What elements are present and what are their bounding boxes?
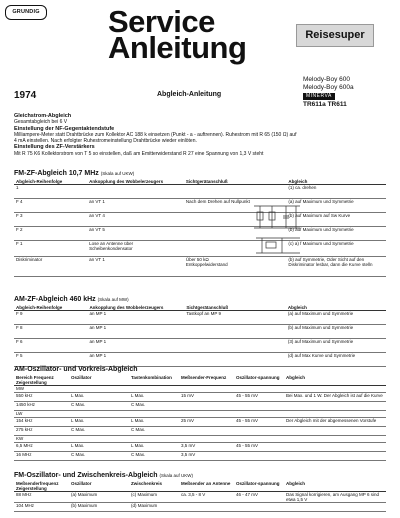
- table-row: [14, 402, 386, 411]
- table-header: Oszillator: [69, 375, 129, 386]
- table-cell: 3,5 mV: [179, 443, 234, 452]
- table-cell: (a) auf Maximum und Symmetrie: [286, 199, 386, 213]
- table-header: Abgleich: [284, 375, 386, 386]
- intro-para-2b: 4 mA einstellen. Nach erfolgter Ruhestromeinstellung Drahtbrücke wieder einlöten.: [14, 138, 197, 145]
- am-zf-table: [14, 305, 386, 367]
- table-header: Abgleich-Reihenfolge: [14, 179, 87, 185]
- table-cell: 15 mV: [179, 393, 234, 402]
- table-row: [14, 427, 386, 436]
- table-cell: Nach dem Drehen auf Nullpunkt: [184, 199, 254, 213]
- table-cell: (c) a) f Maximum und Symmetrie: [286, 241, 386, 257]
- table-cell: C Max.: [129, 452, 179, 461]
- fm-osc-table: [14, 481, 386, 512]
- table-cell: [165, 185, 184, 199]
- table-cell: 6,5 MHz: [14, 443, 69, 452]
- model-list: [303, 76, 354, 109]
- table-cell: [254, 185, 287, 199]
- intro-para-1: Gesamtabgleich bei 6 V: [14, 119, 68, 126]
- table-cell: 550 kHz: [14, 393, 69, 402]
- table-cell: [184, 227, 254, 241]
- table-cell: 275 kHz: [14, 427, 69, 436]
- table-row: [14, 227, 386, 241]
- table-header: Ankopplung des Wobbelerzeugers: [89, 305, 164, 310]
- table-row: [14, 325, 386, 339]
- model-1: Melody-Boy 600: [303, 76, 350, 83]
- fm-osc-title: [14, 472, 193, 479]
- fm-zf-title: [14, 170, 134, 177]
- table-cell: [184, 339, 252, 353]
- table-header: Meßsenderfrequenz Zeigerstellung: [14, 481, 69, 492]
- table-cell: Über 50 kΩ Entkoppelwiderstand: [184, 257, 254, 277]
- fm-zf-title-text: FM-ZF-Abgleich 10,7 MHz: [14, 170, 99, 177]
- am-zf-note: (Skala auf MW): [97, 297, 129, 302]
- table-cell: [165, 339, 184, 353]
- model-2: Melody-Boy 600a: [303, 84, 354, 91]
- table-cell: [253, 325, 286, 339]
- table-cell: Tastkopf an MP 9: [184, 311, 252, 325]
- table-cell: (3) auf Maximum und Symmetrie: [286, 339, 386, 353]
- table-row: [14, 241, 386, 257]
- model-3: TR611a TR611: [303, 101, 347, 108]
- table-cell: (a) Maximum: [69, 492, 129, 503]
- table-cell: [165, 241, 184, 257]
- category-tag: Reisesuper: [296, 24, 374, 47]
- intro-heading-3: Einstellung des ZF-Verstärkers: [14, 144, 95, 151]
- table-header: Zwischenkreis: [129, 481, 179, 492]
- fm-zf-note: (Skala auf UKW): [100, 171, 135, 176]
- table-cell: (d) auf Max Kurve und Symmetrie: [286, 353, 386, 367]
- am-osc-table: [14, 375, 386, 461]
- fm-osc-note: (Skala auf UKW): [159, 473, 193, 478]
- table-cell: an VT 1: [87, 199, 165, 213]
- table-row: [14, 311, 386, 325]
- fm-zf-note-right: (b) auf Symmetrie, Oder Sicht auf den Diskriminator lesbar, dann die Kurve stelln: [288, 257, 373, 267]
- table-row: [14, 452, 386, 461]
- fm-zf-table: [14, 179, 386, 277]
- grundig-logo: GRUNDIG: [5, 5, 47, 20]
- table-cell: Bei Max. und 1 W. Der Abgleich ist auf die Kurve: [284, 393, 386, 402]
- table-cell: an MP 1: [87, 339, 165, 353]
- table-cell: Diskriminator: [14, 257, 87, 277]
- intro-text: [14, 113, 384, 157]
- table-cell: [184, 185, 254, 199]
- table-cell: an MP 1: [87, 353, 165, 367]
- table-cell: (b) auf Maximum auf Sw Kurve: [286, 213, 386, 227]
- table-cell: [253, 353, 286, 367]
- table-row: [14, 443, 386, 452]
- table-cell: [184, 241, 254, 257]
- table-cell: an MP 1: [87, 311, 165, 325]
- table-cell: LW: [14, 411, 69, 418]
- table-cell: F 4: [14, 199, 87, 213]
- table-row: [14, 386, 386, 393]
- table-cell: F 9: [14, 311, 87, 325]
- table-cell: L Max.: [129, 393, 179, 402]
- table-cell: 25 mV: [179, 418, 234, 427]
- table-cell: 45 - 55 mV: [234, 418, 284, 427]
- intro-para-3: Mit R 75 K6 Kollektorstrom von T 5 so einstellen, daß am Emitterwiderstand R 27 eine Spannung von 1,3 V steht: [14, 150, 264, 157]
- table-header: Abgleich: [284, 481, 386, 492]
- table-row: [14, 213, 386, 227]
- table-cell: an VT 4: [87, 213, 165, 227]
- table-cell: F 1: [14, 241, 87, 257]
- table-cell: [165, 311, 184, 325]
- circuit-diagram-icon: [252, 198, 304, 258]
- table-cell: [184, 213, 254, 227]
- table-cell: [253, 339, 286, 353]
- table-cell: (b) Maximum: [69, 503, 129, 512]
- table-header: Meßsender-Frequenz: [179, 375, 234, 386]
- title-line-2: Anleitung: [108, 30, 247, 65]
- intro-para-2a: Milliampere-Meter statt Drahtbrücke zum Kollektor AC 188 k einsetzen (Punkt - a - auftrennen). Ruhestrom mit R 65 (150 Ω) auf: [14, 131, 297, 138]
- table-header: Abgleich: [286, 179, 386, 185]
- table-row: [14, 411, 386, 418]
- table-cell: (b) auf Maximum und Symmetrie: [286, 227, 386, 241]
- table-row: [14, 503, 386, 512]
- am-zf-title-text: AM-ZF-Abgleich 460 kHz: [14, 296, 96, 303]
- table-header: Tastenkombination: [129, 375, 179, 386]
- table-cell: [165, 199, 184, 213]
- table-cell: [184, 325, 252, 339]
- table-cell: L Max.: [129, 418, 179, 427]
- table-header: Oszillator: [69, 481, 129, 492]
- table-cell: [286, 257, 386, 277]
- fm-osc-title-text: FM-Oszillator- und Zwischenkreis-Abgleich: [14, 472, 158, 479]
- table-cell: (c) Maximum: [129, 492, 179, 503]
- table-header-row: [14, 481, 386, 492]
- table-cell: F 3: [14, 213, 87, 227]
- table-cell: F 2: [14, 227, 87, 241]
- table-cell: 88 MHz: [14, 492, 69, 503]
- table-cell: 104 MHz: [14, 503, 69, 512]
- table-cell: [253, 311, 286, 325]
- table-cell: [165, 213, 184, 227]
- table-cell: an VT 5: [87, 227, 165, 241]
- table-row: [14, 436, 386, 443]
- table-header: Oszillator-spannung: [234, 375, 284, 386]
- table-cell: L Max.: [69, 443, 129, 452]
- table-cell: L Max.: [69, 393, 129, 402]
- table-cell: (b) auf Maximum und Symmetrie: [286, 325, 386, 339]
- table-row: [14, 418, 386, 427]
- table-header: Abgleich-Reihenfolge: [14, 305, 87, 311]
- table-cell: 1: [14, 185, 87, 199]
- table-cell: ca. 3,5 - 8 V: [179, 492, 234, 503]
- table-cell: C Max.: [129, 402, 179, 411]
- table-row: [14, 393, 386, 402]
- table-header: Ankopplung des Wobbelerzeugers: [89, 179, 164, 184]
- table-row: [14, 199, 386, 213]
- table-row: [14, 257, 386, 277]
- minerva-badge: MINERVA: [303, 93, 335, 100]
- table-cell: C Max.: [129, 427, 179, 436]
- table-row: [14, 185, 386, 199]
- table-cell: [165, 325, 184, 339]
- table-header: Sichtgerätanschluß: [184, 305, 252, 311]
- table-header: Bereich Frequenz Zeigerstellung: [14, 375, 69, 386]
- table-cell: Der Abgleich mit der abgemessenen Vorstufe: [284, 418, 386, 427]
- table-cell: (1) ca. drehen: [286, 185, 386, 199]
- table-cell: [165, 257, 184, 277]
- table-cell: [87, 185, 165, 199]
- table-cell: 16 MHz: [14, 452, 69, 461]
- table-cell: C Max.: [69, 427, 129, 436]
- table-header: Meßsender an Antenne: [179, 481, 234, 492]
- table-cell: 3,5 mV: [179, 452, 234, 461]
- year: 1974: [14, 90, 37, 101]
- table-cell: Das Signal korrigieren, am Ausgang MP 6 sind etwa 1,5 V: [284, 492, 386, 503]
- table-row: [14, 339, 386, 353]
- table-cell: 46 - 47 mV: [234, 492, 284, 503]
- table-header: Sichtgerätanschluß: [184, 179, 254, 185]
- am-osc-title: AM-Oszillator- und Vorkreis-Abgleich: [14, 366, 138, 373]
- table-cell: L Max.: [69, 418, 129, 427]
- table-cell: [254, 257, 287, 277]
- table-header-row: [14, 375, 386, 386]
- table-cell: F 8: [14, 325, 87, 339]
- table-cell: 45 - 55 mV: [234, 443, 284, 452]
- am-zf-title: [14, 296, 129, 303]
- table-cell: [165, 353, 184, 367]
- table-cell: (d) Maximum: [129, 503, 179, 512]
- table-cell: KW: [14, 436, 69, 443]
- table-row: [14, 492, 386, 503]
- table-cell: [165, 227, 184, 241]
- table-cell: L Max.: [129, 443, 179, 452]
- table-cell: an VT 1: [87, 257, 165, 277]
- subtitle: Abgleich-Anleitung: [157, 91, 222, 98]
- table-cell: 154 kHz: [14, 418, 69, 427]
- table-cell: [184, 353, 252, 367]
- intro-heading-2: Einstellung der NF-Gegentaktendstufe: [14, 125, 115, 132]
- intro-heading-1: Gleichstrom-Abgleich: [14, 113, 72, 119]
- table-cell: an MP 1: [87, 325, 165, 339]
- table-header: Oszillator-spannung: [234, 481, 284, 492]
- table-header: Abgleich: [286, 305, 386, 311]
- table-cell: 45 - 55 mV: [234, 393, 284, 402]
- title-line-1: Service: [108, 4, 215, 39]
- table-cell: F 5: [14, 353, 87, 367]
- table-row: [14, 353, 386, 367]
- table-cell: C Max.: [69, 452, 129, 461]
- table-cell: (a) auf Maximum und Symmetrie: [286, 311, 386, 325]
- table-cell: C Max.: [69, 402, 129, 411]
- table-cell: MW: [14, 386, 69, 393]
- table-cell: Lose an Antenne über Scheibenkondensator: [87, 241, 165, 257]
- table-cell: F 6: [14, 339, 87, 353]
- table-cell: 1450 kHz: [14, 402, 69, 411]
